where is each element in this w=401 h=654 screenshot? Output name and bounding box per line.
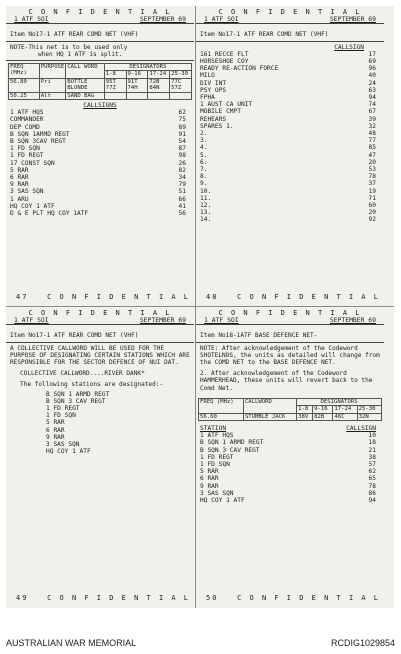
list-item: B SQN 1 ARMD REGT bbox=[46, 390, 110, 398]
list-item: 161 RECCE FLT 17 bbox=[200, 50, 376, 58]
list-item: 17 CONST SQN 26 bbox=[10, 159, 186, 167]
list-item: B SQN 1ARMD REGT 91 bbox=[10, 130, 186, 138]
list-item: HORSESHOE COY 69 bbox=[200, 58, 376, 66]
list-item: 11. 71 bbox=[200, 194, 376, 202]
page-50 bbox=[196, 307, 384, 607]
archive-name: AUSTRALIAN WAR MEMORIAL bbox=[6, 638, 137, 648]
list-item: 4. 85 bbox=[200, 144, 376, 152]
item-title: Item No17-1 ATF REAR COMD NET (VHF) bbox=[196, 29, 384, 41]
list-item: FPHA 94 bbox=[200, 94, 376, 102]
list-item: 13. 20 bbox=[200, 209, 376, 217]
list-item: 10. 19 bbox=[200, 187, 376, 195]
callsigns-title: CALLSIGN bbox=[334, 43, 364, 51]
list-item: 2. 48 bbox=[200, 130, 376, 138]
paragraph: The following stations are designated:- bbox=[20, 381, 164, 389]
list-item: B SQN 3CAV REGT 54 bbox=[10, 138, 186, 146]
list-item: 1 FD REGT 38 bbox=[200, 453, 376, 461]
archive-reference: RCDIG1029854 bbox=[330, 638, 395, 648]
classification-header: C O N F I D E N T I A L bbox=[28, 309, 172, 317]
list-item: DEP COMD 89 bbox=[10, 123, 186, 131]
list-item: 9 RAR bbox=[46, 433, 65, 441]
note: NOTE-This net is to be used only when HQ 1 ATF is split. bbox=[6, 42, 194, 61]
item-title: Item No17-1 ATF REAR COMD NET (VHF) bbox=[6, 330, 194, 342]
page-48 bbox=[196, 6, 384, 306]
station-list bbox=[6, 391, 194, 456]
list-item: 9 RAR 78 bbox=[200, 482, 376, 490]
list-item: 7. 53 bbox=[200, 166, 376, 174]
page-subheader: 1 ATF SOI SEPTEMBER 69 bbox=[6, 16, 194, 24]
classification-header: C O N F I D E N T I A L bbox=[218, 309, 362, 317]
list-item: D & E PLT HQ COY 1ATF 56 bbox=[10, 210, 186, 218]
list-item: 1 ATF HQS 62 bbox=[10, 109, 186, 117]
page-subheader: 1 ATF SOI SEPTEMBER 69 bbox=[196, 16, 384, 24]
list-item: HQ COY 1 ATF 94 bbox=[200, 497, 376, 505]
page-subheader: 1 ATF SOI SEPTEMBER 69 bbox=[196, 317, 384, 325]
list-item: 1 FD SQN bbox=[46, 412, 76, 420]
list-item: 3 SAS SQN bbox=[46, 441, 80, 449]
list-item: 1 ATF HQS 10 bbox=[200, 432, 376, 440]
list-item: REHEARS 39 bbox=[200, 115, 376, 123]
list-item: 9 RAR 79 bbox=[10, 181, 186, 189]
list-item: B SQN 3 CAV REGT 21 bbox=[200, 446, 376, 454]
list-item: 12. 60 bbox=[200, 202, 376, 210]
list-item: 1 ARU 66 bbox=[10, 195, 186, 203]
page-footer: 48 C O N F I D E N T I A L bbox=[206, 292, 381, 301]
classification-header: C O N F I D E N T I A L bbox=[218, 8, 362, 16]
station-table-header: STATION CALLSIGN bbox=[200, 425, 376, 433]
archive-footer bbox=[0, 636, 401, 654]
list-item: 14. 92 bbox=[200, 216, 376, 224]
callsigns-title: CALLSIGNS bbox=[83, 102, 117, 110]
list-item: 5 RAR 82 bbox=[10, 166, 186, 174]
list-item: HQ COY 1 ATF bbox=[46, 448, 91, 456]
page-47 bbox=[6, 6, 194, 306]
page-footer: 50 C O N F I D E N T I A L bbox=[206, 593, 381, 602]
document-sheet bbox=[6, 6, 394, 608]
list-item: READY RE-ACTION FORCE 96 bbox=[200, 65, 376, 73]
list-item: 1 FD SQN 87 bbox=[10, 145, 186, 153]
list-item: 3 SAS SQN 86 bbox=[200, 489, 376, 497]
list-item: SPARES 1. 32 bbox=[200, 122, 376, 130]
frequency-table: FREQ (MHz) CALLWORD DESIGNATORS 1-8 9-16 17-24 25-30 56.60 STUMBLE JACK 38V 82B 46C 32N bbox=[198, 398, 382, 421]
item-title: Item No17-1 ATF REAR COMD NET (VHF) bbox=[6, 29, 194, 41]
callsign-list bbox=[6, 109, 194, 217]
classification-header: C O N F I D E N T I A L bbox=[28, 8, 172, 16]
list-item: MOBILE CMPT 67 bbox=[200, 108, 376, 116]
callsign-list bbox=[196, 432, 384, 504]
frequency-table: FREQ (MHz) PURPOSE CALL WORD DESIGNATORS 1-8 9-16 17-24 25-30 56.80 Pri BOTTLE BLONDE 95T 77Z 91T 74H 72B 84N 77C 57Z 50.25 Alt SAND BAG bbox=[8, 63, 192, 100]
note: 2. After acknowledgement of the Codeword HAMMERHEAD, these units will revert back to the Comd Net. bbox=[200, 370, 373, 392]
list-item: COMMANDER 75 bbox=[10, 116, 186, 124]
page-subheader: 1 ATF SOI SEPTEMBER 69 bbox=[6, 317, 194, 325]
page-footer: 47 C O N F I D E N T I A L bbox=[16, 292, 191, 301]
list-item: 9. 37 bbox=[200, 180, 376, 188]
note: NOTE: After acknowledgement of the Codeword SHOTELNOS, the units as detailed will change from the COMD NET to the BASE DEFENCE NET. bbox=[200, 344, 380, 367]
list-item: 6 RAR 65 bbox=[200, 475, 376, 483]
list-item: 5 RAR 62 bbox=[200, 468, 376, 476]
list-item: B SQN 1 ARMD REGT 18 bbox=[200, 439, 376, 447]
list-item: 5 RAR bbox=[46, 419, 65, 427]
page-footer: 49 C O N F I D E N T I A L bbox=[16, 593, 191, 602]
collective-callword: COLLECTIVE CALLWORD....RIVER DANK* bbox=[20, 370, 145, 378]
list-item: DIV INT 24 bbox=[200, 79, 376, 87]
list-item: 1 FD REGT 98 bbox=[10, 152, 186, 160]
list-item: 1 FD SQN 57 bbox=[200, 461, 376, 469]
list-item: B SQN 3 CAV REGT bbox=[46, 397, 106, 405]
list-item: MILO 40 bbox=[200, 72, 376, 80]
list-item: 5. 47 bbox=[200, 151, 376, 159]
list-item: PSY OPS 63 bbox=[200, 86, 376, 94]
list-item: 6 RAR bbox=[46, 426, 65, 434]
list-item: 8. 78 bbox=[200, 173, 376, 181]
list-item: 3 SAS SQN 51 bbox=[10, 188, 186, 196]
paragraph: A COLLECTIVE CALLWORD WILL BE USED FOR THE PURPOSE OF DESIGNATING CERTAIN STATIONS WHICH ARE RESPONSIBLE FOR THE SECTOR DEFENCE OF NUI DAT. bbox=[10, 344, 190, 367]
list-item: 1 AUST CA UNIT 74 bbox=[200, 101, 376, 109]
callsign-list bbox=[196, 51, 384, 224]
list-item: 3. 77 bbox=[200, 137, 376, 145]
list-item: HQ COY 1 ATF 41 bbox=[10, 202, 186, 210]
page-49 bbox=[6, 307, 194, 607]
item-title: Item No18-1ATF BASE DEFENCE NET- bbox=[196, 330, 384, 342]
list-item: 6. 20 bbox=[200, 158, 376, 166]
list-item: 6 RAR 34 bbox=[10, 174, 186, 182]
list-item: 1 FD REGT bbox=[46, 405, 80, 413]
